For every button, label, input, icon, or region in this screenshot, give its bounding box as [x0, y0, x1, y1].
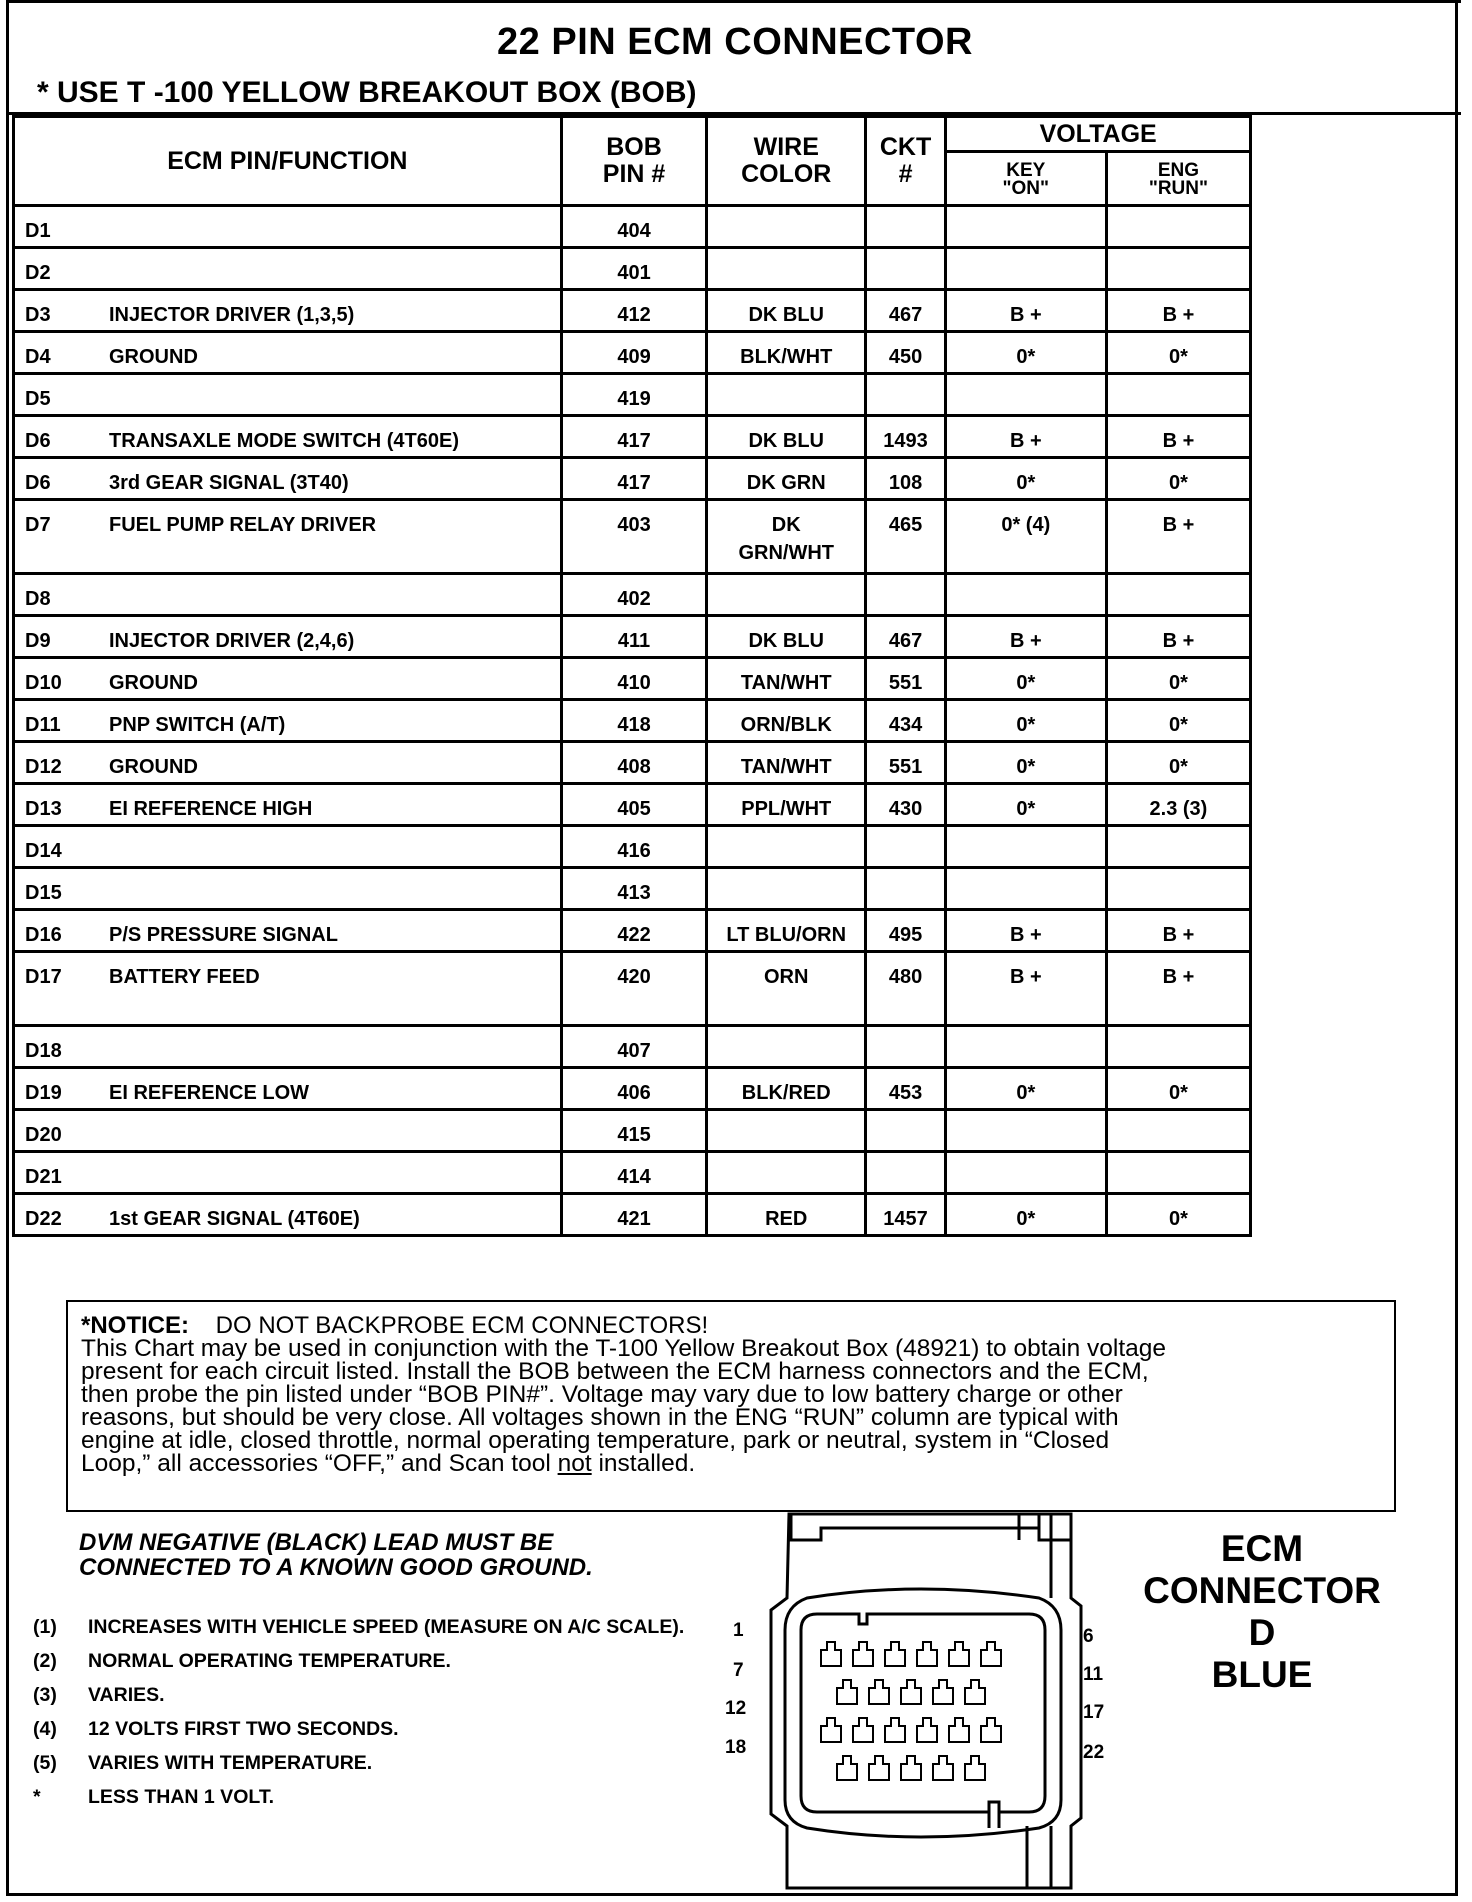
pin-function-cell — [14, 1068, 562, 1110]
pin-function-cell — [14, 416, 562, 458]
eng-run-voltage-cell — [1106, 1152, 1251, 1194]
key-on-voltage-cell: 0* — [946, 742, 1107, 784]
header-ckt: CKT # — [866, 117, 946, 206]
pin-id: D12 — [25, 756, 62, 778]
bob-pin-cell: 420 — [561, 952, 707, 1026]
pin-id: D22 — [25, 1208, 62, 1230]
header-function: ECM PIN/FUNCTION — [14, 117, 562, 206]
connector-label-line: ECM — [1220, 1528, 1304, 1569]
document-header — [9, 0, 1461, 115]
connector-label — [1127, 1528, 1397, 1696]
key-on-voltage-cell — [946, 1110, 1107, 1152]
pin-id: D14 — [25, 840, 62, 862]
header-bob-pin: BOB PIN # — [561, 117, 707, 206]
pin-function: P/S PRESSURE SIGNAL — [109, 924, 338, 946]
pin-function-cell — [14, 784, 562, 826]
pin-id: D9 — [25, 630, 51, 652]
connector-pin — [837, 1680, 857, 1704]
pin-function: FUEL PUMP RELAY DRIVER — [109, 514, 377, 536]
wire-color-cell — [707, 574, 866, 616]
eng-run-voltage-cell: 0* — [1106, 658, 1251, 700]
pin-function-cell — [14, 1194, 562, 1236]
table-row — [14, 458, 1456, 500]
wire-color-cell: ORN — [707, 952, 866, 1026]
key-on-voltage-cell — [946, 1152, 1107, 1194]
connector-pin — [837, 1756, 857, 1780]
eng-run-voltage-cell: B + — [1106, 290, 1251, 332]
wire-color-cell: BLK/WHT — [707, 332, 866, 374]
table-row — [14, 1110, 1456, 1152]
connector-pin — [853, 1718, 873, 1742]
eng-run-voltage-cell — [1106, 1110, 1251, 1152]
pin-id: D10 — [25, 672, 62, 694]
pin-function-cell — [14, 742, 562, 784]
dvm-warning-line: DVM NEGATIVE (BLACK) LEAD MUST BE — [79, 1529, 554, 1556]
ckt-cell: 465 — [866, 500, 946, 574]
table-row — [14, 1152, 1456, 1194]
pin-function: GROUND — [109, 756, 198, 778]
wire-color-cell: DK GRN/WHT — [707, 500, 866, 574]
table-row — [14, 206, 1456, 248]
wire-color-cell: DK BLU — [707, 290, 866, 332]
note-key: (2) — [33, 1650, 57, 1672]
pin-id: D7 — [25, 514, 51, 536]
eng-run-voltage-cell: 0* — [1106, 1068, 1251, 1110]
key-on-voltage-cell: 0* — [946, 1068, 1107, 1110]
table-row — [14, 952, 1456, 1026]
connector-pin — [965, 1756, 985, 1780]
note-text: VARIES. — [88, 1684, 165, 1706]
table-row — [14, 784, 1456, 826]
notice-line: This Chart may be used in conjunction with the T-100 Yellow Breakout Box (48921) to obtain voltage — [81, 1335, 1167, 1362]
key-on-voltage-cell: 0* — [946, 458, 1107, 500]
wire-color-cell: RED — [707, 1194, 866, 1236]
ckt-cell: 480 — [866, 952, 946, 1026]
bob-pin-cell: 404 — [561, 206, 707, 248]
pin-function: EI REFERENCE HIGH — [109, 798, 313, 820]
eng-run-voltage-cell: B + — [1106, 500, 1251, 574]
key-on-voltage-cell: B + — [946, 616, 1107, 658]
ckt-cell: 108 — [866, 458, 946, 500]
wire-color-cell: TAN/WHT — [707, 742, 866, 784]
eng-run-voltage-cell — [1106, 1026, 1251, 1068]
table-row — [14, 332, 1456, 374]
ckt-cell — [866, 1152, 946, 1194]
pin-id: D6 — [25, 472, 51, 494]
note-key: (1) — [33, 1616, 57, 1638]
connector-pin — [821, 1642, 841, 1666]
connector-label-line: BLUE — [1211, 1654, 1313, 1695]
pin-label-right: 6 — [1083, 1626, 1094, 1647]
ckt-cell: 551 — [866, 658, 946, 700]
page-subtitle: * USE T -100 YELLOW BREAKOUT BOX (BOB) — [37, 76, 697, 109]
key-on-voltage-cell: 0* — [946, 784, 1107, 826]
pin-id: D2 — [25, 262, 51, 284]
note-text: VARIES WITH TEMPERATURE. — [88, 1752, 373, 1774]
pin-function-cell — [14, 332, 562, 374]
key-on-voltage-cell: B + — [946, 952, 1107, 1026]
wire-color-cell: ORN/BLK — [707, 700, 866, 742]
connector-diagram — [709, 1510, 1129, 1890]
key-on-voltage-cell — [946, 374, 1107, 416]
table-row — [14, 1194, 1456, 1236]
ckt-cell: 434 — [866, 700, 946, 742]
eng-run-voltage-cell: B + — [1106, 616, 1251, 658]
key-on-voltage-cell: 0* — [946, 658, 1107, 700]
pin-function: PNP SWITCH (A/T) — [109, 714, 286, 736]
table-row — [14, 500, 1456, 574]
table-row — [14, 658, 1456, 700]
eng-run-voltage-cell — [1106, 868, 1251, 910]
connector-pin — [901, 1680, 921, 1704]
wire-color-cell — [707, 1110, 866, 1152]
eng-run-voltage-cell — [1106, 248, 1251, 290]
connector-pin — [869, 1680, 889, 1704]
wire-color-cell — [707, 868, 866, 910]
ckt-cell — [866, 1110, 946, 1152]
connector-pin — [869, 1756, 889, 1780]
ckt-cell: 450 — [866, 332, 946, 374]
pin-function: TRANSAXLE MODE SWITCH (4T60E) — [109, 430, 460, 452]
connector-pin — [885, 1718, 905, 1742]
dvm-warning-line: CONNECTED TO A KNOWN GOOD GROUND. — [79, 1554, 593, 1581]
connector-pin — [981, 1642, 1001, 1666]
eng-run-voltage-cell: 0* — [1106, 700, 1251, 742]
pin-label-left: 7 — [733, 1660, 744, 1681]
note-text: NORMAL OPERATING TEMPERATURE. — [88, 1650, 451, 1672]
pin-id: D1 — [25, 220, 51, 242]
ckt-cell: 453 — [866, 1068, 946, 1110]
key-on-voltage-cell — [946, 826, 1107, 868]
ckt-cell: 467 — [866, 290, 946, 332]
note-text: 12 VOLTS FIRST TWO SECONDS. — [88, 1718, 399, 1740]
pin-label-left: 1 — [733, 1620, 744, 1641]
connector-pin — [965, 1680, 985, 1704]
pin-function-cell — [14, 868, 562, 910]
key-on-voltage-cell: B + — [946, 910, 1107, 952]
wire-color-cell: BLK/RED — [707, 1068, 866, 1110]
note-key: (4) — [33, 1718, 57, 1740]
connector-pin — [917, 1718, 937, 1742]
header-wire-color: WIRE COLOR — [707, 117, 866, 206]
connector-label-line: CONNECTOR D — [1143, 1570, 1381, 1653]
notice-line: present for each circuit listed. Install the BOB between the ECM harness connectors and the ECM, — [81, 1358, 1149, 1385]
bob-pin-cell: 417 — [561, 458, 707, 500]
wire-color-cell — [707, 206, 866, 248]
note-text: INCREASES WITH VEHICLE SPEED (MEASURE ON A/C SCALE). — [88, 1616, 685, 1638]
pin-id: D13 — [25, 798, 62, 820]
bob-pin-cell: 408 — [561, 742, 707, 784]
pin-function-cell — [14, 952, 562, 1026]
pin-function-cell — [14, 374, 562, 416]
ckt-cell: 430 — [866, 784, 946, 826]
pin-id: D15 — [25, 882, 62, 904]
table-row — [14, 616, 1456, 658]
connector-pin — [981, 1718, 1001, 1742]
header-eng-run: ENG "RUN" — [1106, 152, 1251, 206]
connector-top-tab — [791, 1514, 1071, 1540]
document-page — [6, 0, 1458, 1896]
key-on-voltage-cell — [946, 868, 1107, 910]
wire-color-cell: LT BLU/ORN — [707, 910, 866, 952]
connector-pin — [821, 1718, 841, 1742]
pin-id: D19 — [25, 1082, 62, 1104]
key-on-voltage-cell: 0* — [946, 700, 1107, 742]
bob-pin-cell: 421 — [561, 1194, 707, 1236]
bob-pin-cell: 403 — [561, 500, 707, 574]
ckt-cell — [866, 1026, 946, 1068]
eng-run-voltage-cell: 0* — [1106, 742, 1251, 784]
notice-box — [66, 1300, 1396, 1512]
eng-run-voltage-cell: B + — [1106, 416, 1251, 458]
pin-function-cell — [14, 1026, 562, 1068]
ckt-cell — [866, 206, 946, 248]
bob-pin-cell: 418 — [561, 700, 707, 742]
wire-color-cell: TAN/WHT — [707, 658, 866, 700]
bob-pin-cell: 422 — [561, 910, 707, 952]
bob-pin-cell: 401 — [561, 248, 707, 290]
pin-function-cell — [14, 206, 562, 248]
note-key: (5) — [33, 1752, 57, 1774]
bob-pin-cell: 415 — [561, 1110, 707, 1152]
ckt-cell — [866, 826, 946, 868]
eng-run-voltage-cell — [1106, 374, 1251, 416]
ckt-cell: 495 — [866, 910, 946, 952]
table-row — [14, 574, 1456, 616]
table-row — [14, 742, 1456, 784]
wire-color-cell: DK BLU — [707, 416, 866, 458]
pin-id: D17 — [25, 966, 62, 988]
notice-title: *NOTICE: DO NOT BACKPROBE ECM CONNECTORS! — [81, 1312, 709, 1339]
eng-run-voltage-cell: 0* — [1106, 1194, 1251, 1236]
bob-pin-cell: 410 — [561, 658, 707, 700]
notice-line: engine at idle, closed throttle, normal operating temperature, park or neutral, system in “Closed — [81, 1427, 1110, 1454]
table-row — [14, 416, 1456, 458]
table-row — [14, 374, 1456, 416]
bob-pin-cell: 419 — [561, 374, 707, 416]
pin-function-cell — [14, 658, 562, 700]
wire-color-cell — [707, 248, 866, 290]
ckt-cell — [866, 248, 946, 290]
eng-run-voltage-cell: 0* — [1106, 458, 1251, 500]
notice-body — [81, 1337, 1380, 1452]
connector-pin — [949, 1718, 969, 1742]
wire-color-cell — [707, 374, 866, 416]
pin-label-right: 11 — [1083, 1664, 1104, 1685]
bob-pin-cell: 402 — [561, 574, 707, 616]
eng-run-voltage-cell — [1106, 826, 1251, 868]
pin-table — [12, 115, 1455, 1237]
key-on-voltage-cell: 0* — [946, 1194, 1107, 1236]
bob-pin-cell: 417 — [561, 416, 707, 458]
pin-function: EI REFERENCE LOW — [109, 1082, 310, 1104]
bob-pin-cell: 407 — [561, 1026, 707, 1068]
connector-pin — [933, 1680, 953, 1704]
ckt-cell: 551 — [866, 742, 946, 784]
key-on-voltage-cell — [946, 1026, 1107, 1068]
table-row — [14, 1026, 1456, 1068]
pin-function-cell — [14, 1110, 562, 1152]
pin-function-cell — [14, 290, 562, 332]
wire-color-cell: DK BLU — [707, 616, 866, 658]
page-title: 22 PIN ECM CONNECTOR — [497, 21, 973, 63]
pin-label-left: 18 — [725, 1737, 747, 1758]
connector-pins — [821, 1642, 1001, 1780]
key-on-voltage-cell: B + — [946, 416, 1107, 458]
eng-run-voltage-cell — [1106, 574, 1251, 616]
bob-pin-cell: 413 — [561, 868, 707, 910]
wire-color-cell: DK GRN — [707, 458, 866, 500]
table-row — [14, 290, 1456, 332]
table-row — [14, 700, 1456, 742]
pin-function-cell — [14, 1152, 562, 1194]
pin-function-cell — [14, 248, 562, 290]
ckt-cell: 467 — [866, 616, 946, 658]
pin-function-cell — [14, 910, 562, 952]
wire-color-cell: PPL/WHT — [707, 784, 866, 826]
connector-pin — [917, 1642, 937, 1666]
connector-pin — [949, 1642, 969, 1666]
key-on-voltage-cell: B + — [946, 290, 1107, 332]
wire-color-cell — [707, 1026, 866, 1068]
connector-body — [785, 1589, 1061, 1837]
pin-function-cell — [14, 616, 562, 658]
key-on-voltage-cell: 0* (4) — [946, 500, 1107, 574]
bob-pin-cell: 412 — [561, 290, 707, 332]
wire-color-cell — [707, 1152, 866, 1194]
connector-outer-shell — [771, 1514, 1081, 1888]
bob-pin-cell: 416 — [561, 826, 707, 868]
ckt-cell: 1457 — [866, 1194, 946, 1236]
header-key-on: KEY "ON" — [946, 152, 1107, 206]
connector-pin — [933, 1756, 953, 1780]
table-row — [14, 868, 1456, 910]
pin-id: D11 — [25, 714, 61, 736]
pin-function-cell — [14, 826, 562, 868]
note-text: LESS THAN 1 VOLT. — [88, 1786, 274, 1808]
pin-function: BATTERY FEED — [109, 966, 260, 988]
pin-function: GROUND — [109, 346, 198, 368]
wire-color-cell — [707, 826, 866, 868]
table-row — [14, 1068, 1456, 1110]
pin-function-cell — [14, 574, 562, 616]
pin-id: D20 — [25, 1124, 62, 1146]
table-blank-column — [1251, 117, 1455, 206]
eng-run-voltage-cell: B + — [1106, 952, 1251, 1026]
header-voltage: VOLTAGE — [946, 117, 1251, 152]
pin-id: D8 — [25, 588, 51, 610]
pin-function: 3rd GEAR SIGNAL (3T40) — [109, 472, 349, 494]
connector-pin — [885, 1642, 905, 1666]
key-on-voltage-cell — [946, 574, 1107, 616]
note-key: (3) — [33, 1684, 57, 1706]
bob-pin-cell: 405 — [561, 784, 707, 826]
pin-id: D5 — [25, 388, 51, 410]
notice-line: reasons, but should be very close. All voltages shown in the ENG “RUN” column are typical with — [81, 1404, 1119, 1431]
pin-function-cell — [14, 458, 562, 500]
ckt-cell — [866, 374, 946, 416]
pin-id: D4 — [25, 346, 51, 368]
pin-function: INJECTOR DRIVER (1,3,5) — [109, 304, 355, 326]
eng-run-voltage-cell: B + — [1106, 910, 1251, 952]
pin-function: INJECTOR DRIVER (2,4,6) — [109, 630, 355, 652]
ckt-cell — [866, 868, 946, 910]
pin-id: D21 — [25, 1166, 62, 1188]
key-on-voltage-cell — [946, 206, 1107, 248]
note-key: * — [33, 1786, 41, 1808]
table-row — [14, 910, 1456, 952]
pin-function: GROUND — [109, 672, 198, 694]
table-body — [14, 206, 1456, 1236]
pin-label-left: 12 — [725, 1698, 747, 1719]
ckt-cell — [866, 574, 946, 616]
pin-label-right: 22 — [1083, 1742, 1105, 1763]
pin-id: D16 — [25, 924, 62, 946]
bob-pin-cell: 411 — [561, 616, 707, 658]
key-on-voltage-cell — [946, 248, 1107, 290]
eng-run-voltage-cell: 2.3 (3) — [1106, 784, 1251, 826]
connector-pin — [853, 1642, 873, 1666]
pin-id: D3 — [25, 304, 51, 326]
notice-line: then probe the pin listed under “BOB PIN#”. Voltage may vary due to low battery charge or other — [81, 1381, 1123, 1408]
pin-id: D18 — [25, 1040, 62, 1062]
table-row — [14, 826, 1456, 868]
eng-run-voltage-cell: 0* — [1106, 332, 1251, 374]
bob-pin-cell: 409 — [561, 332, 707, 374]
bob-pin-cell: 406 — [561, 1068, 707, 1110]
ckt-cell: 1493 — [866, 416, 946, 458]
bob-pin-cell: 414 — [561, 1152, 707, 1194]
pin-label-right: 17 — [1083, 1702, 1105, 1723]
pin-function-cell — [14, 500, 562, 574]
connector-pin — [901, 1756, 921, 1780]
table-row — [14, 248, 1456, 290]
pin-function: 1st GEAR SIGNAL (4T60E) — [109, 1208, 360, 1230]
pin-id: D6 — [25, 430, 51, 452]
notice-last-line: Loop,” all accessories “OFF,” and Scan tool not installed. — [81, 1450, 696, 1477]
eng-run-voltage-cell — [1106, 206, 1251, 248]
dvm-warning — [79, 1530, 593, 1580]
key-on-voltage-cell: 0* — [946, 332, 1107, 374]
pin-function-cell — [14, 700, 562, 742]
